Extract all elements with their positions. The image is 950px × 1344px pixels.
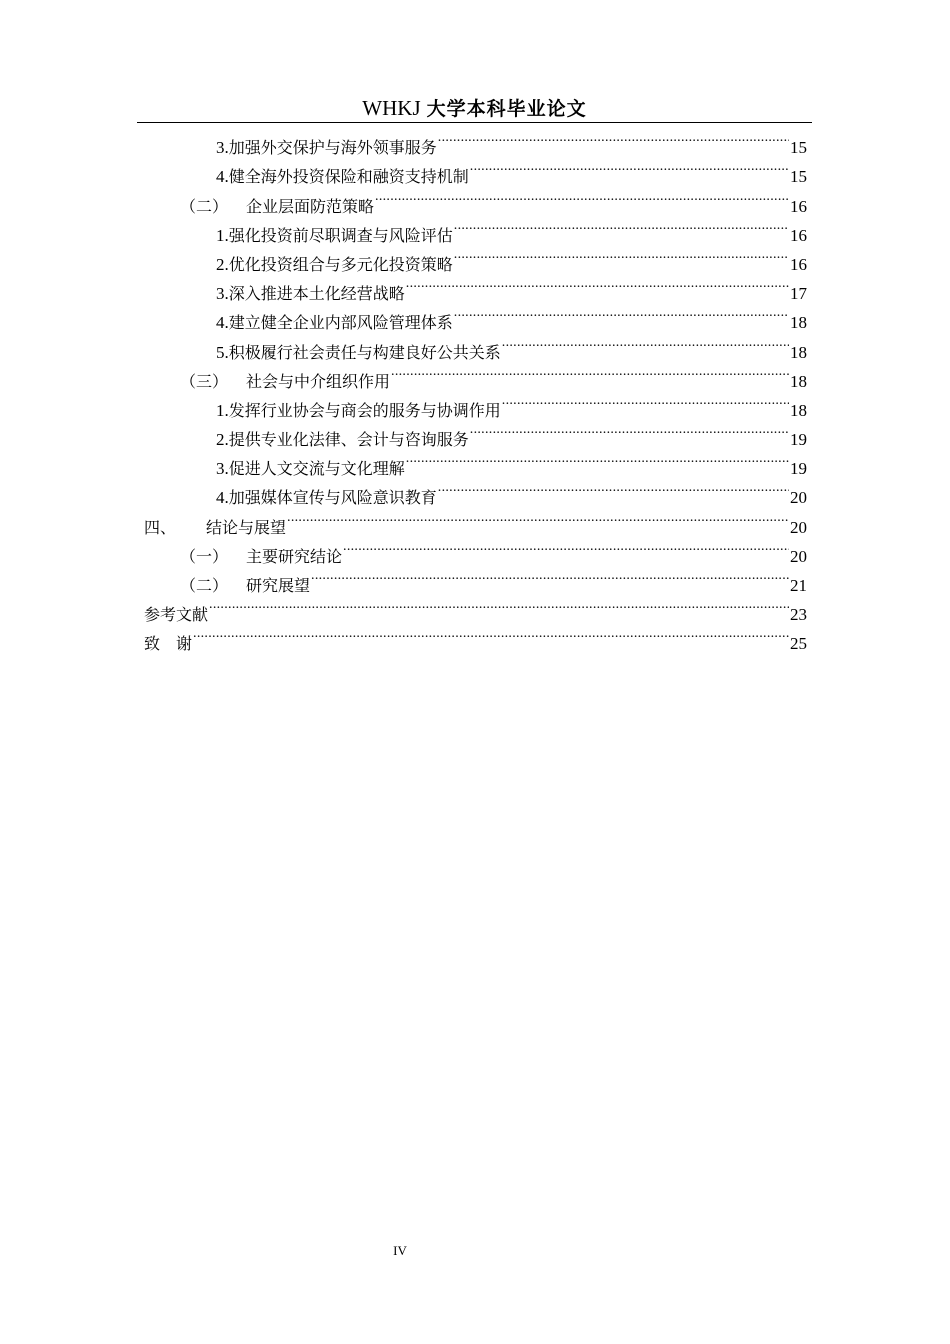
toc-entry-number: （三） <box>180 371 229 391</box>
toc-entry-number: 4. <box>216 488 229 508</box>
header-brand: WHKJ <box>362 96 421 120</box>
toc-entry-text: 社会与中介组织作用 <box>246 371 391 391</box>
toc-entry-text: 研究展望 <box>246 576 311 595</box>
header-title: 大学本科毕业论文 <box>426 98 587 120</box>
dot-leader <box>454 299 789 328</box>
toc-entry-text: 加强媒体宣传与风险意识教育 <box>228 488 437 508</box>
dot-leader <box>438 474 789 503</box>
dot-leader <box>406 445 789 474</box>
toc-entry[interactable] <box>144 124 807 158</box>
toc-entry-label <box>216 396 501 425</box>
toc-entry-page: 19 <box>790 430 807 450</box>
dot-leader <box>193 620 789 649</box>
toc-entry-text: 建立健全企业内部风险管理体系 <box>228 313 453 333</box>
toc-entry-text: 结论与展望 <box>206 517 287 537</box>
toc-entry-page: 18 <box>790 313 807 333</box>
dot-leader <box>502 387 789 416</box>
toc-entry-page: 20 <box>790 517 807 537</box>
dot-leader <box>438 124 789 153</box>
toc-entry-page: 18 <box>790 342 807 362</box>
toc-entry-number: 2. <box>216 254 229 274</box>
toc-entry[interactable] <box>144 591 807 625</box>
dot-leader <box>287 503 789 532</box>
toc-entry-label <box>216 454 405 483</box>
toc-entry-page: 16 <box>790 225 807 245</box>
toc-entry-text: 致 谢 <box>144 634 193 654</box>
dot-leader <box>470 153 789 182</box>
dot-leader <box>375 182 789 211</box>
page-number: IV <box>393 1243 407 1258</box>
toc-entry-number: 4. <box>216 313 229 333</box>
toc-entry-number: 3. <box>216 459 229 479</box>
toc-entry-page: 15 <box>790 167 807 187</box>
toc-entry-number: 3. <box>216 138 229 158</box>
header-rule <box>137 122 812 123</box>
toc-entry-number: 1. <box>216 225 229 245</box>
toc-entry-number: （二） <box>180 196 229 216</box>
toc-entry-label <box>216 221 453 250</box>
toc-entry-page: 15 <box>790 138 807 158</box>
toc-entry-page: 23 <box>790 605 807 625</box>
toc-entry-label <box>144 513 286 542</box>
toc-entry-label <box>144 629 192 658</box>
dot-leader <box>311 562 789 591</box>
toc-entry-number: （二） <box>180 576 229 595</box>
toc-entry-number: 四、 <box>144 517 177 537</box>
toc-entry-page: 25 <box>790 634 807 654</box>
toc-entry-label <box>216 279 405 308</box>
toc-entry-number: （一） <box>180 546 229 566</box>
toc-entry-page: 17 <box>790 284 807 304</box>
toc-entry-label <box>216 133 437 162</box>
toc-entry[interactable] <box>144 620 807 654</box>
dot-leader <box>470 416 789 445</box>
toc-entry-page: 21 <box>790 576 807 595</box>
toc-entry-page: 18 <box>790 400 807 420</box>
page-header <box>137 94 812 122</box>
toc-entry-text: 参考文献 <box>144 605 209 625</box>
toc-entry-text: 主要研究结论 <box>246 546 343 566</box>
toc-entry-page: 20 <box>790 488 807 508</box>
dot-leader <box>209 591 789 620</box>
dot-leader <box>406 270 789 299</box>
toc-entry-text: 优化投资组合与多元化投资策略 <box>228 254 453 274</box>
dot-leader <box>502 328 789 357</box>
toc-entry-label <box>180 192 374 221</box>
toc-entry-text: 加强外交保护与海外领事服务 <box>228 138 437 158</box>
toc-entry-number: 5. <box>216 342 229 362</box>
toc-entry-label <box>216 308 453 337</box>
toc-entry-text: 发挥行业协会与商会的服务与协调作用 <box>228 400 501 420</box>
toc-entry-text: 积极履行社会责任与构建良好公共关系 <box>228 342 501 362</box>
toc-entry-label <box>180 367 390 396</box>
toc-entry-number: 4. <box>216 167 229 187</box>
toc-entry-page: 16 <box>790 196 807 216</box>
toc-entry-page: 19 <box>790 459 807 479</box>
toc-entry-text: 健全海外投资保险和融资支持机制 <box>228 167 469 187</box>
dot-leader <box>343 533 789 562</box>
toc-entry-text: 企业层面防范策略 <box>246 196 375 216</box>
toc-entry-text: 提供专业化法律、会计与咨询服务 <box>228 430 469 450</box>
toc-entry-text: 强化投资前尽职调查与风险评估 <box>228 225 453 245</box>
dot-leader <box>391 358 789 387</box>
toc-entry-page: 20 <box>790 546 807 566</box>
toc-entry-text: 促进人文交流与文化理解 <box>228 459 405 479</box>
dot-leader <box>454 212 789 241</box>
toc-entry-number: 2. <box>216 430 229 450</box>
dot-leader <box>454 241 789 270</box>
table-of-contents <box>144 124 807 654</box>
toc-entry-text: 深入推进本土化经营战略 <box>228 284 405 304</box>
toc-entry-page: 18 <box>790 371 807 391</box>
toc-entry-number: 3. <box>216 284 229 304</box>
toc-entry-page: 16 <box>790 254 807 274</box>
toc-entry-number: 1. <box>216 400 229 420</box>
